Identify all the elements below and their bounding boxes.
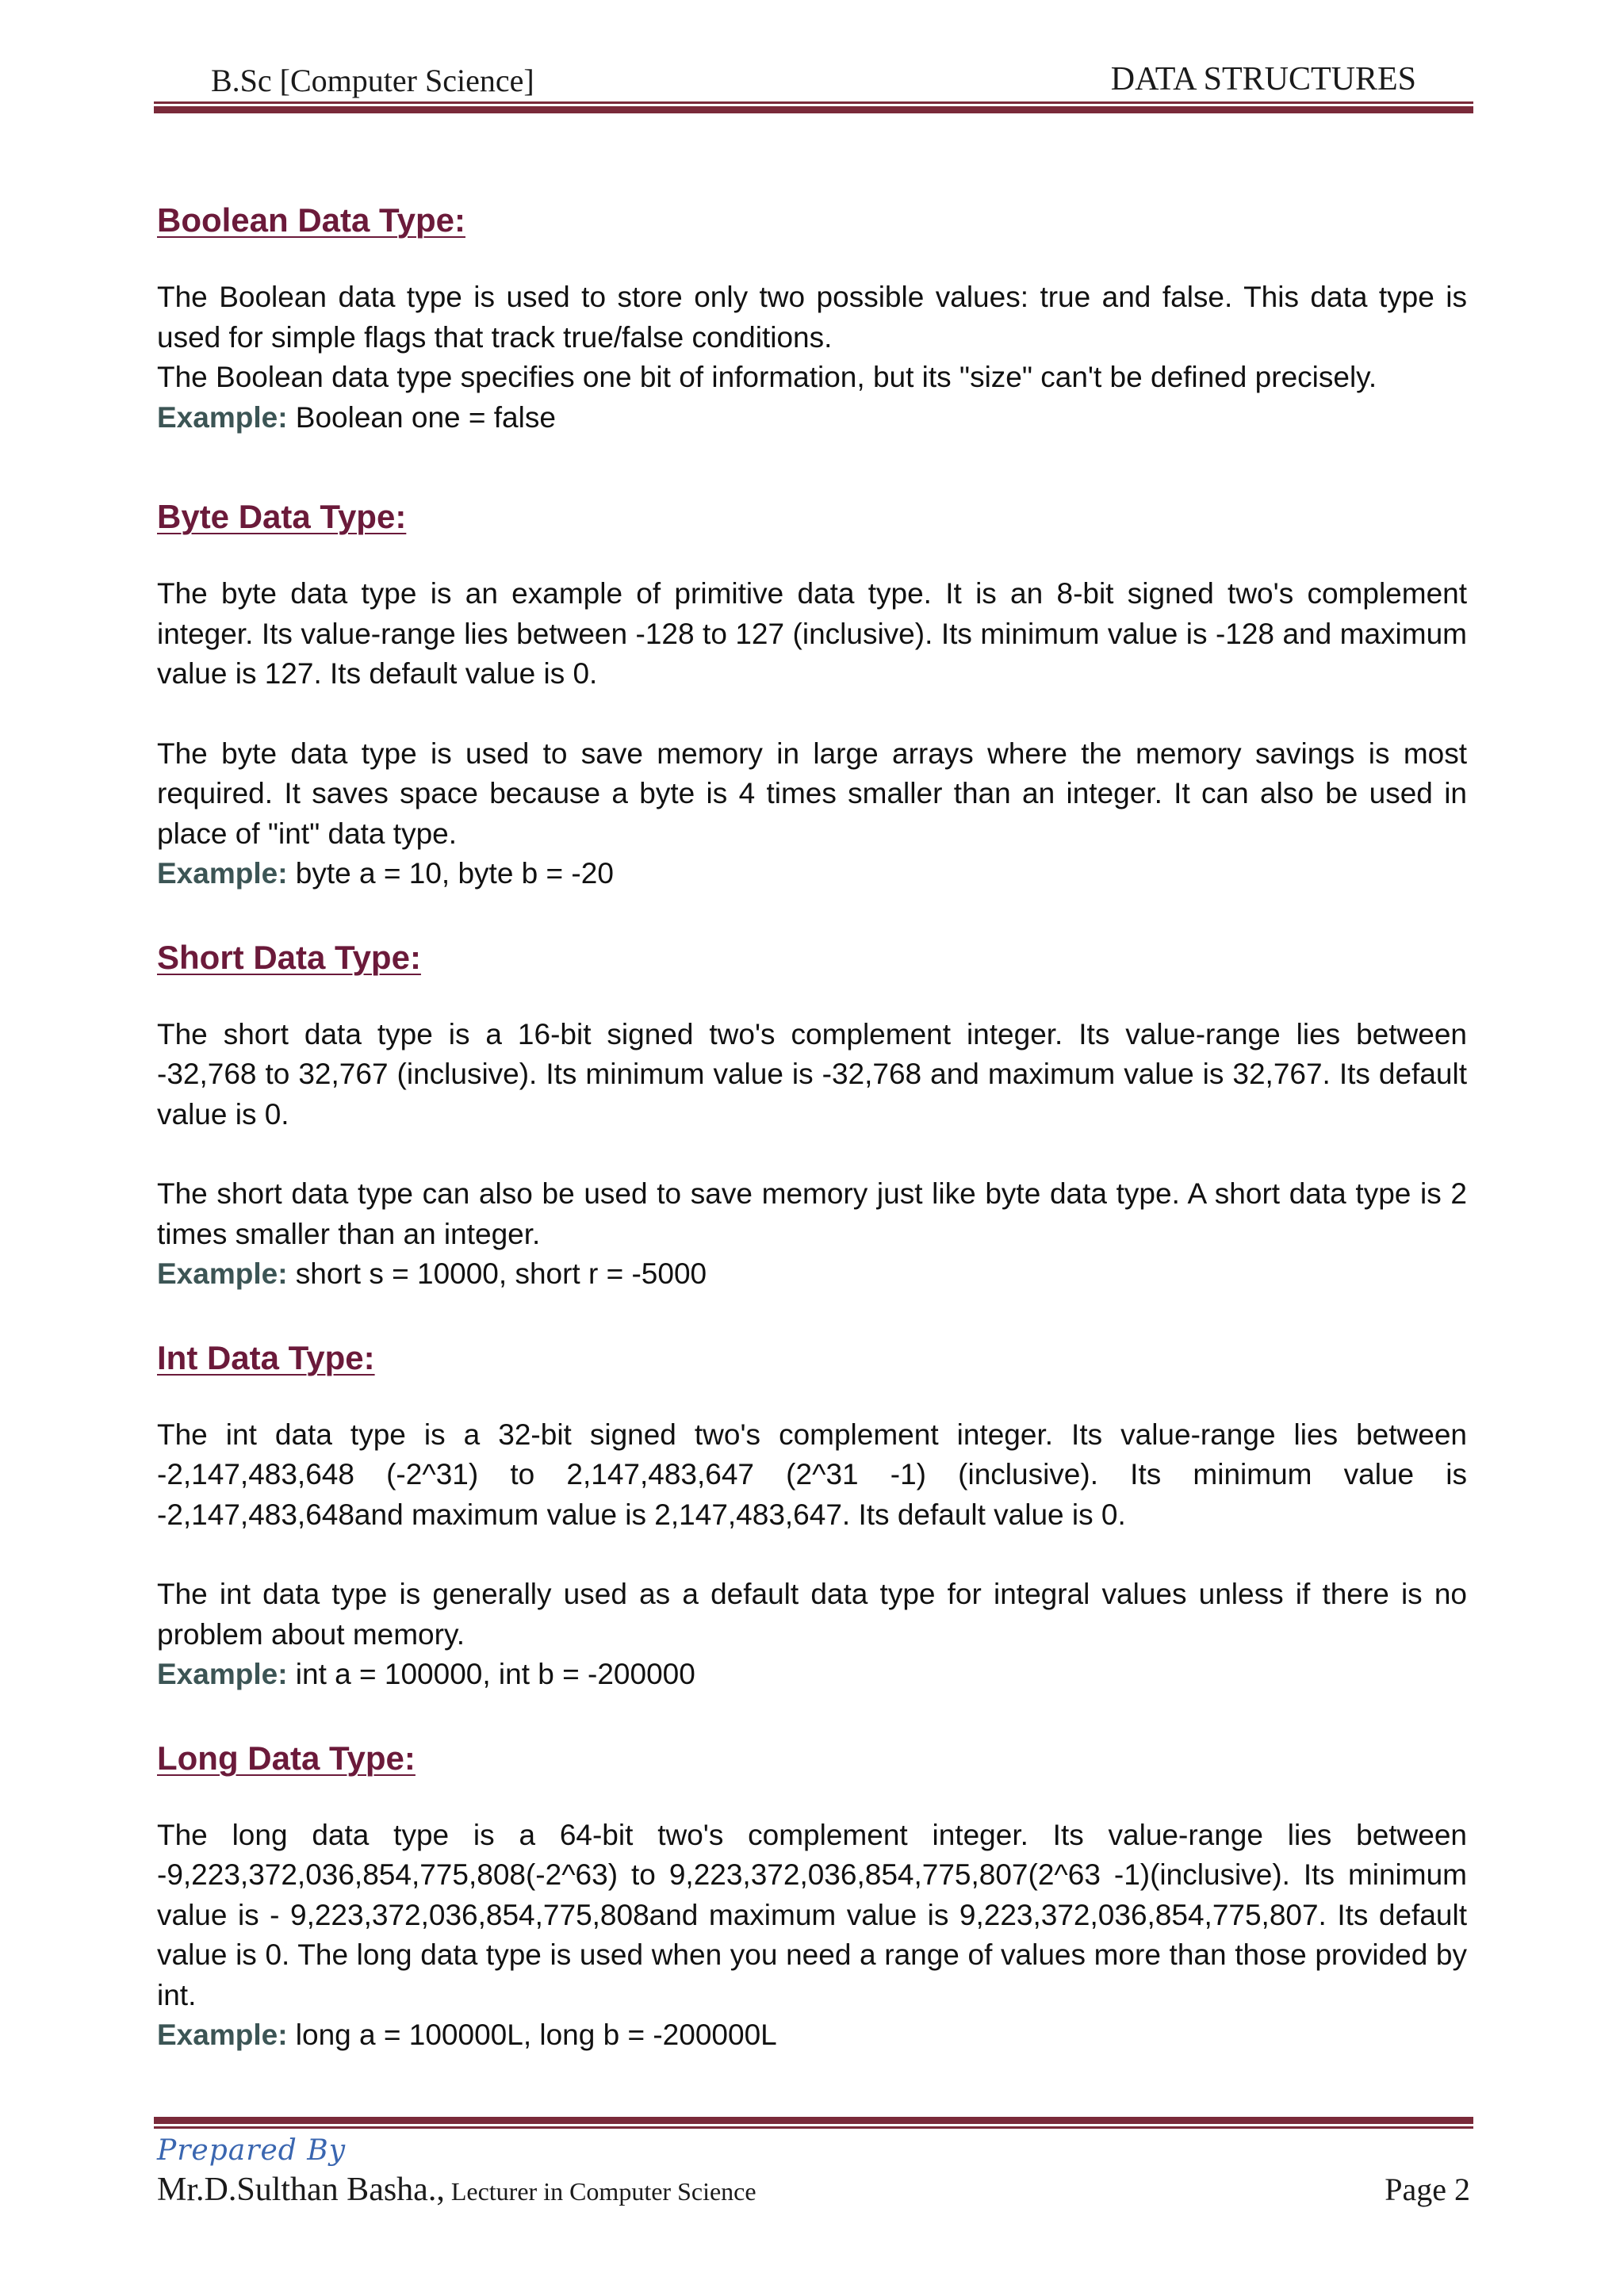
- example-line: [157, 398, 1467, 438]
- section-title: Short Data Type:: [157, 938, 421, 976]
- example-text: byte a = 10, byte b = -20: [287, 857, 614, 890]
- page-number: Page 2: [1385, 2172, 1470, 2207]
- paragraph: The Boolean data type specifies one bit of information, but its "size" can't be defined precisely.: [157, 361, 1377, 393]
- page-header: [154, 0, 1473, 119]
- section-title: Int Data Type:: [157, 1338, 375, 1376]
- example-label: Example:: [157, 2019, 288, 2051]
- author-role: Lecturer in Computer Science: [444, 2177, 756, 2206]
- example-label: Example:: [157, 1257, 288, 1290]
- section-int: [157, 1334, 1467, 1695]
- header-rule-thick: [154, 106, 1473, 113]
- example-text: Boolean one = false: [287, 400, 556, 434]
- example-label: Example:: [157, 857, 288, 890]
- paragraph: The Boolean data type is used to store only two possible values: true and false. This data type is used for simple flags that track true/false conditions.: [157, 281, 1467, 354]
- paragraph: The int data type is a 32-bit signed two's complement integer. Its value-range lies between -2,147,483,648 (-2^31) to 2,147,483,647 (2^31 -1) (inclusive). Its minimum value is -2,147,483,648and maximum value is 2,147,483,647. Its default value is 0.: [157, 1418, 1467, 1531]
- paragraph: The short data type can also be used to save memory just like byte data type. A short data type is 2 times smaller than an integer.: [157, 1177, 1467, 1250]
- prepared-by-label: Prepared By: [157, 2134, 347, 2167]
- example-line: [157, 1254, 1467, 1295]
- example-line: [157, 2015, 1467, 2056]
- example-text: int a = 100000, int b = -200000: [287, 1658, 695, 1690]
- example-label: Example:: [157, 400, 288, 434]
- header-subject: DATA STRUCTURES: [1110, 61, 1416, 98]
- example-line: [157, 854, 1467, 894]
- header-course: B.Sc [Computer Science]: [211, 63, 534, 98]
- section-short: [157, 934, 1467, 1295]
- paragraph: The short data type is a 16-bit signed two's complement integer. Its value-range lies between -32,768 to 32,767 (inclusive). Its minimum value is -32,768 and maximum value is 32,767. Its default value is 0.: [157, 1017, 1467, 1131]
- header-rule-thin: [154, 101, 1473, 104]
- paragraph: The long data type is a 64-bit two's complement integer. Its value-range lies between -9,223,372,036,854,775,808(-2^63) to 9,223,372,036,854,775,807(2^63 -1)(inclusive). Its minimum value is - 9,223,372,036,854,775,808and maximum value is 9,223,372,036,854,775,807. Its default value is 0. The long data type is used when you need a range of values more than those provided by int.: [157, 1818, 1467, 2011]
- paragraph: The int data type is generally used as a default data type for integral values unless if there is no problem about memory.: [157, 1578, 1467, 1651]
- paragraph: The byte data type is an example of primitive data type. It is an 8-bit signed two's complement integer. Its value-range lies between -128 to 127 (inclusive). Its minimum value is -128 and maximum value is 127. Its default value is 0.: [157, 577, 1467, 690]
- example-text: long a = 100000L, long b = -200000L: [287, 2019, 777, 2051]
- section-title: Byte Data Type:: [157, 498, 407, 535]
- section-boolean: [157, 197, 1467, 438]
- section-long: [157, 1735, 1467, 2056]
- example-text: short s = 10000, short r = -5000: [287, 1257, 707, 1290]
- document-body: [157, 197, 1467, 2056]
- example-line: [157, 1655, 1467, 1695]
- section-title: Boolean Data Type:: [157, 201, 465, 239]
- author-credit: [157, 2171, 756, 2209]
- example-label: Example:: [157, 1658, 288, 1690]
- section-title: Long Data Type:: [157, 1739, 416, 1777]
- section-byte: [157, 493, 1467, 894]
- footer-rule-thin: [154, 2126, 1473, 2129]
- page-footer: [154, 2112, 1473, 2215]
- author-name: Mr.D.Sulthan Basha.,: [157, 2172, 445, 2208]
- footer-rule-thick: [154, 2117, 1473, 2124]
- paragraph: The byte data type is used to save memory in large arrays where the memory savings is most required. It saves space because a byte is 4 times smaller than an integer. It can also be used in place of "int" data type.: [157, 737, 1467, 850]
